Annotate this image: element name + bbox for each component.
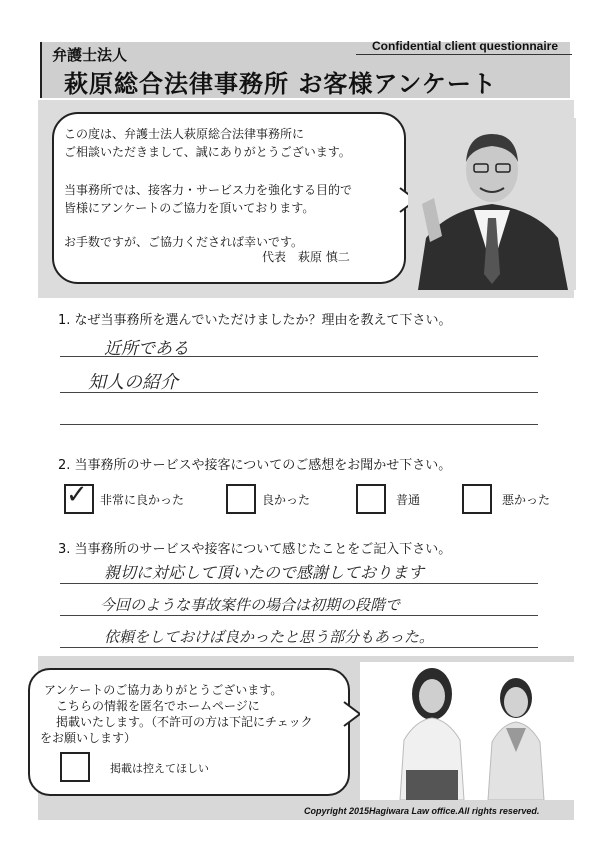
q1-answer: 近所である <box>104 339 189 359</box>
answer-line <box>60 392 538 393</box>
footer-line: 掲載いたします。（不許可の方は下記にチェック <box>56 715 313 729</box>
option-average-label: 普通 <box>396 493 421 507</box>
question-2: 2. 当事務所のサービスや接客についてのご感想をお聞かせ下さい。 <box>58 458 452 473</box>
page-title: 萩原総合法律事務所 お客様アンケート <box>64 70 497 98</box>
question-1: 1. なぜ当事務所を選んでいただけましたか？理由を教えて下さい。 <box>58 313 452 328</box>
footer-bubble-tail <box>342 700 362 730</box>
greeting-line: 当事務所では、接客力・サービス力を強化する目的で <box>64 183 353 197</box>
signature: 代表 萩原 慎二 <box>262 250 350 264</box>
q3-answer: 今回のような事故案件の場合は初期の段階で <box>100 596 401 614</box>
greeting-line: ご相談いただきまして、誠にありがとうございます。 <box>64 145 351 159</box>
checkbox-average[interactable] <box>356 484 386 514</box>
q3-answer: 親切に対応して頂いたので感謝しております <box>104 563 425 582</box>
greeting-line: お手数ですが、ご協力くだされば幸いです。 <box>64 235 304 249</box>
footer-line: アンケートのご協力ありがとうございます。 <box>44 683 283 697</box>
representative-photo <box>408 118 576 290</box>
checkbox-good[interactable] <box>226 484 256 514</box>
copyright: Copyright 2015Hagiwara Law office.All rights reserved. <box>304 806 540 816</box>
option-bad-label: 悪かった <box>502 493 551 507</box>
q1-answer: 知人の紹介 <box>88 372 178 393</box>
opt-out-checkbox[interactable] <box>60 752 90 782</box>
subtitle-en: Confidential client questionnaire <box>372 39 559 53</box>
footer-line: をお願いします） <box>40 731 137 745</box>
greeting-line: この度は、弁護士法人萩原総合法律事務所に <box>64 127 305 141</box>
checkbox-bad[interactable] <box>462 484 492 514</box>
answer-line <box>60 583 538 584</box>
answer-line <box>60 615 538 616</box>
answer-line <box>60 424 538 425</box>
option-good-label: 良かった <box>262 493 311 507</box>
org-type: 弁護士法人 <box>52 46 128 64</box>
question-3: 3. 当事務所のサービスや接客について感じたことをご記入下さい。 <box>58 542 452 557</box>
greeting-line: 皆様にアンケートのご協力を頂いております。 <box>64 201 315 215</box>
footer-line: こちらの情報を匿名でホームページに <box>56 699 260 713</box>
staff-photo <box>360 662 574 800</box>
q3-answer: 依頼をしておけば良かったと思う部分もあった。 <box>104 628 434 646</box>
opt-out-label: 掲載は控えてほしい <box>110 762 209 775</box>
answer-line <box>60 647 538 648</box>
check-mark: ✓ <box>66 480 88 510</box>
answer-line <box>60 356 538 357</box>
option-very-good-label: 非常に良かった <box>100 493 185 507</box>
header-divider <box>356 54 572 55</box>
